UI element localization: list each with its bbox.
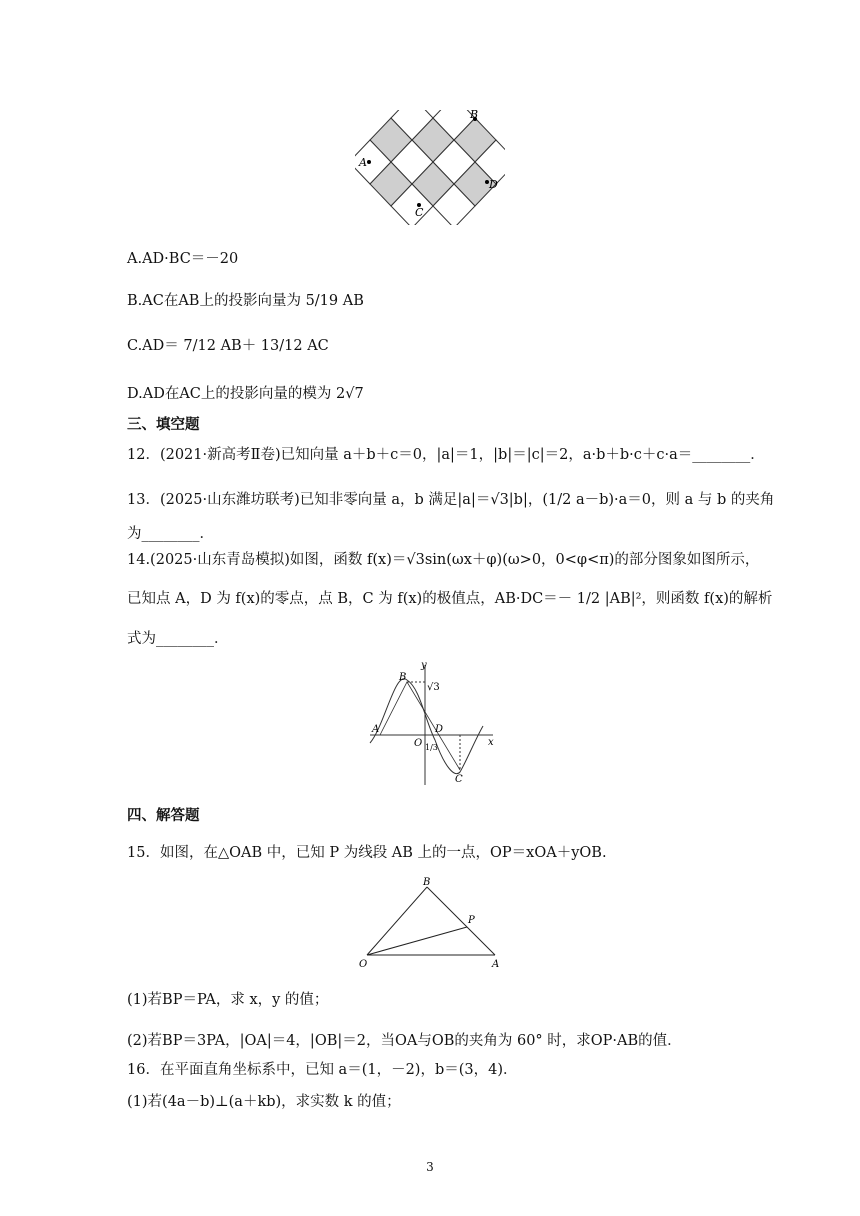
rhombus-grid-figure — [355, 110, 505, 225]
question-13-line-2: 为________． — [127, 526, 214, 542]
question-14-line-3: 式为________． — [127, 631, 229, 647]
question-15-part-2: (2)若BP＝3PA，|OA|＝4，|OB|＝2，当OA与OB的夹角为 60° 时，求OP·AB的值． — [127, 1033, 682, 1049]
fig1-label-B: B — [470, 110, 479, 121]
fig2-label-D: D — [435, 724, 444, 735]
sine-graph-figure — [365, 660, 500, 790]
fig2-label-y: y — [421, 660, 427, 671]
question-16: 16．在平面直角坐标系中，已知 a＝(1，－2)，b＝(3，4)． — [127, 1062, 518, 1078]
fig3-label-P: P — [468, 915, 475, 926]
fig2-label-A: A — [372, 724, 380, 735]
option-d: D.AD在AC上的投影向量的模为 2√7 — [127, 386, 364, 402]
fig2-label-O: O — [414, 738, 423, 749]
section-heading-fill-in: 三、填空题 — [127, 417, 200, 433]
question-13-line-1: 13．(2025·山东潍坊联考)已知非零向量 a，b 满足|a|＝√3|b|，(1/2 a－b)·a＝0，则 a 与 b 的夹角 — [127, 492, 775, 508]
fig3-label-B: B — [423, 877, 431, 888]
triangle-oab-figure — [355, 875, 505, 970]
fig1-label-A: A — [359, 156, 367, 169]
fig3-label-O: O — [359, 959, 368, 970]
fig2-label-x: x — [488, 737, 494, 748]
option-a: A.AD·BC＝－20 — [127, 251, 239, 267]
question-15-part-1: (1)若BP＝PA，求 x，y 的值； — [127, 992, 329, 1008]
page-number: 3 — [426, 1160, 434, 1174]
question-16-part-1: (1)若(4a－b)⊥(a＋kb)，求实数 k 的值； — [127, 1094, 401, 1110]
question-12: 12．(2021·新高考Ⅱ卷)已知向量 a＋b＋c＝0，|a|＝1，|b|＝|c|＝2，a·b＋b·c＋c·a＝________． — [127, 447, 765, 463]
question-14-line-1: 14.(2025·山东青岛模拟)如图，函数 f(x)＝√3sin(ωx＋φ)(ω>0，0<φ<π)的部分图象如图所示， — [127, 552, 760, 568]
fig2-label-B: B — [399, 672, 407, 683]
option-b: B.AC在AB上的投影向量为 5/19 AB — [127, 293, 364, 309]
fig3-label-A: A — [492, 959, 500, 970]
question-14-line-2: 已知点 A，D 为 f(x)的零点，点 B，C 为 f(x)的极值点，AB·DC＝－ 1/2 |AB|²，则函数 f(x)的解析 — [127, 591, 773, 607]
question-15: 15．如图，在△OAB 中，已知 P 为线段 AB 上的一点，OP＝xOA＋yOB. — [127, 845, 607, 861]
fig1-label-D: D — [489, 178, 498, 191]
fig1-label-C: C — [415, 206, 424, 219]
fig2-label-C: C — [455, 774, 463, 785]
fig2-label-third: 1/3 — [425, 743, 438, 752]
fig2-label-sqrt3: √3 — [427, 682, 440, 693]
option-c: C.AD＝ 7/12 AB＋ 13/12 AC — [127, 338, 329, 354]
section-heading-solutions: 四、解答题 — [127, 808, 200, 824]
